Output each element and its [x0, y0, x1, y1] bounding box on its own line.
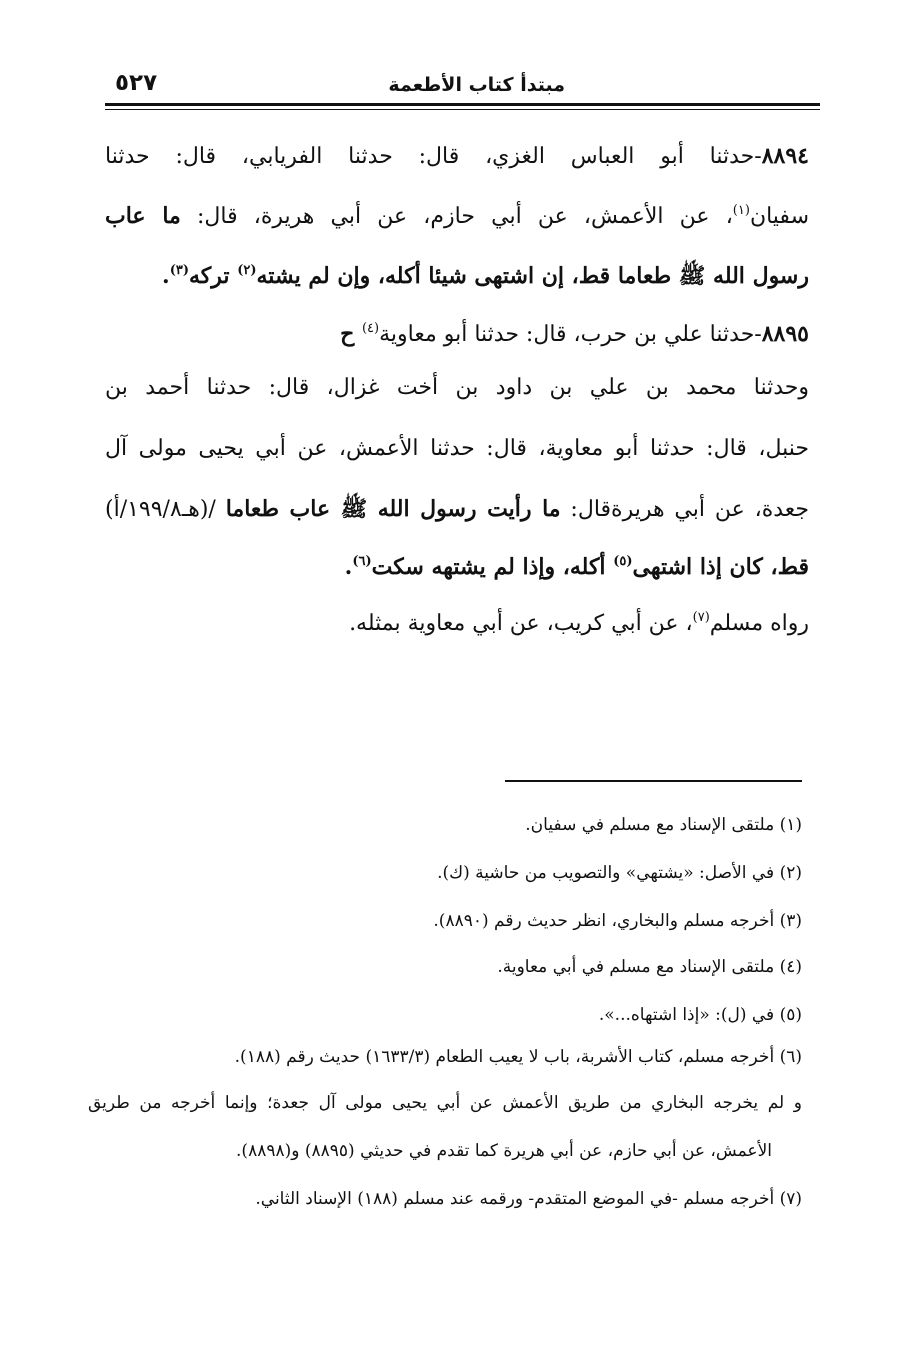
hadith-8895-line-2	[105, 368, 809, 408]
text-run: وحدثنا محمد بن علي بن داود بن أخت غزال، قال: حدثنا أحمد بن	[105, 375, 809, 400]
page-number: ٥٢٧	[115, 70, 158, 96]
header-rule-thin	[105, 109, 820, 110]
footnote-marker: (٢)	[237, 263, 257, 278]
footnote-2: (٢) في الأصل: «يشتهي» والتصويب من حاشية (ك).	[437, 863, 802, 883]
footnote-marker: (٣)	[169, 263, 190, 278]
matn-text: تركه	[189, 263, 238, 289]
footnote-5: (٥) في (ل): «إذا اشتهاه...».	[598, 1005, 802, 1025]
footnote-6-continued: و لم يخرجه البخاري من طريق الأعمش عن أبي يحيى مولى آل جعدة؛ وإنما أخرجه من طريق	[88, 1093, 802, 1113]
text-run: جعدة، عن أبي هريرةقال:	[560, 497, 809, 522]
header-rule	[105, 103, 820, 106]
tahwil-mark: ح	[340, 321, 362, 347]
page-header	[105, 66, 820, 102]
hadith-8895-line-4	[105, 489, 809, 530]
matn-text: قط، كان إذا اشتهى	[632, 554, 809, 580]
footnote-7: (٧) أخرجه مسلم -في الموضع المتقدم- ورقمه عند مسلم (١٨٨) الإسناد الثاني.	[255, 1189, 802, 1209]
hadith-8895-line-1	[340, 314, 809, 355]
matn-text: ما رأيت رسول الله ﷺ عاب طعاما	[225, 496, 561, 522]
text-run: .	[162, 263, 170, 289]
footnote-3: (٣) أخرجه مسلم والبخاري، انظر حديث رقم (٨٨٩٠).	[433, 911, 802, 931]
footnote-1: (١) ملتقى الإسناد مع مسلم في سفيان.	[525, 815, 802, 835]
footnote-marker: (١)	[732, 203, 750, 218]
hadith-8894-line-2	[105, 196, 809, 237]
chapter-title: مبتدأ كتاب الأطعمة	[388, 74, 565, 96]
footnote-6: (٦) أخرجه مسلم، كتاب الأشربة، باب لا يعيب الطعام (١٦٣٣/٣) حديث رقم (١٨٨).	[234, 1047, 802, 1067]
footnote-marker: (٧)	[692, 610, 710, 625]
footnote-4: (٤) ملتقى الإسناد مع مسلم في أبي معاوية.	[497, 957, 802, 977]
footnote-marker: (٤)	[361, 321, 380, 336]
hadith-8895-line-3	[105, 429, 809, 469]
hadith-8895-line-6	[349, 604, 809, 644]
matn-text: رسول الله ﷺ طعاما قط، إن اشتهى شيئا أكله، وإن لم يشته	[256, 263, 809, 289]
hadith-number: ٨٨٩٥	[761, 321, 809, 347]
hadith-8894-line-3	[162, 256, 809, 296]
matn-text: أكله، وإذا لم يشتهه سكت	[371, 554, 614, 580]
footnote-separator	[505, 780, 802, 782]
text-run: ، عن أبي كريب، عن أبي معاوية بمثله.	[349, 611, 693, 636]
footnote-6-continued-2: الأعمش، عن أبي حازم، عن أبي هريرة كما تقدم في حديثي (٨٨٩٥) و(٨٨٩٨).	[236, 1141, 772, 1161]
text-run: رواه مسلم	[709, 611, 809, 636]
text-run: -حدثنا علي بن حرب، قال: حدثنا أبو معاوية	[379, 322, 762, 347]
hadith-8894-line-1	[105, 136, 809, 177]
text-run: .	[344, 554, 353, 580]
footnote-marker: (٥)	[613, 554, 633, 569]
hadith-8895-line-5	[345, 547, 809, 587]
footnote-marker: (٦)	[352, 554, 372, 569]
text-run: ، عن الأعمش، عن أبي حازم، عن أبي هريرة، قال:	[180, 204, 733, 229]
hadith-number: ٨٨٩٤	[761, 143, 809, 169]
text-run: حنبل، قال: حدثنا أبو معاوية، قال: حدثنا الأعمش، عن أبي يحيى مولى آل	[105, 436, 809, 461]
manuscript-folio-ref: /(هـ١٩٩/٨/أ)	[105, 497, 226, 522]
matn-text: ما عاب	[105, 203, 181, 229]
text-run: -حدثنا أبو العباس الغزي، قال: حدثنا الفريابي، قال: حدثنا	[105, 144, 762, 169]
text-run: سفيان	[749, 204, 809, 229]
